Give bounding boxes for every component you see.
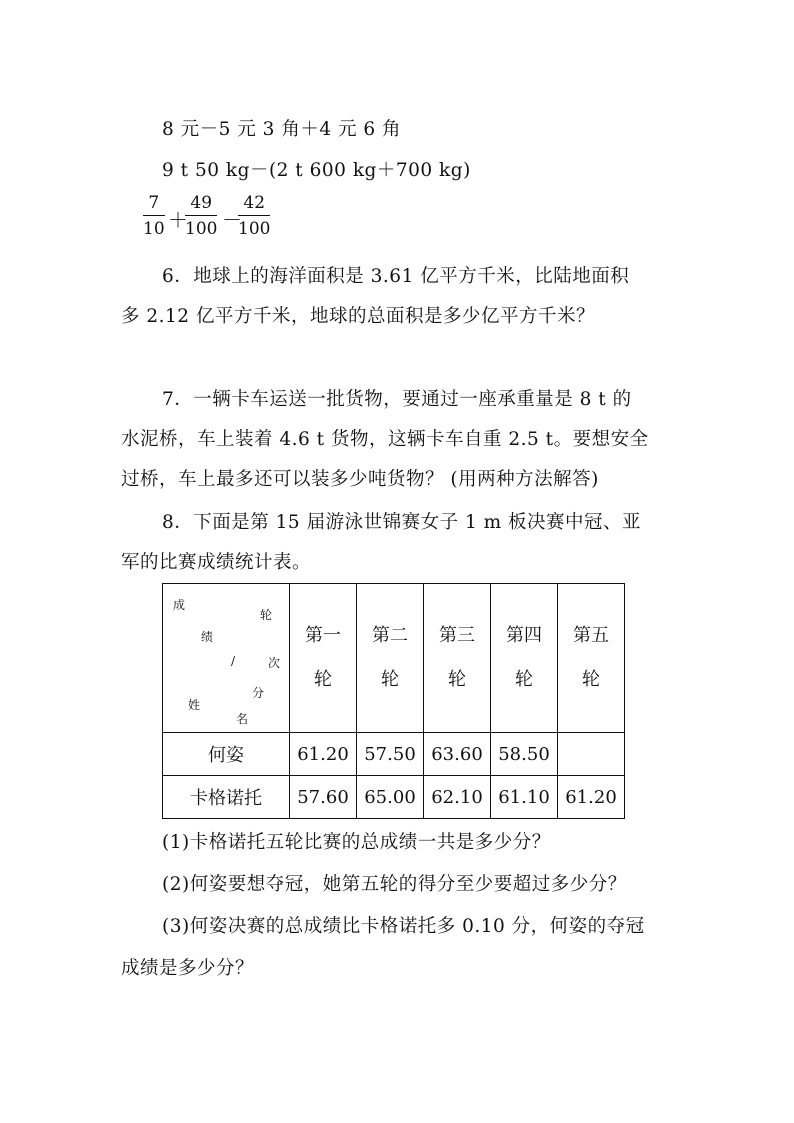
expression-line-2: 9 t 50 kg－(2 t 600 kg＋700 kg)	[162, 160, 471, 181]
score-cell: 58.50	[491, 733, 558, 776]
plus-operator: ＋	[168, 208, 188, 232]
fraction-2-bar	[185, 215, 217, 216]
header-round-4: 第四 轮	[491, 584, 558, 733]
corner-label: /	[231, 654, 236, 668]
corner-label: 绩	[201, 630, 214, 644]
corner-label: 轮	[260, 608, 273, 622]
question-8-line-2: 军的比赛成绩统计表。	[121, 552, 312, 573]
minus-operator: －	[222, 208, 242, 232]
question-7-line-1: 7．一辆卡车运送一批货物，要通过一座承重量是 8 t 的	[162, 389, 632, 410]
score-cell: 63.60	[424, 733, 491, 776]
question-8-line-1: 8．下面是第 15 届游泳世锦赛女子 1 m 板决赛中冠、亚	[162, 512, 642, 533]
table-row	[163, 776, 625, 819]
fraction-1-numerator: 7	[148, 193, 160, 213]
fraction-3-bar	[238, 215, 270, 216]
question-6-line-2: 多 2.12 亿平方千米，地球的总面积是多少亿平方千米？	[121, 306, 595, 327]
score-cell: 65.00	[357, 776, 424, 819]
table-corner-cell	[163, 584, 290, 733]
question-7-line-3: 过桥，车上最多还可以装多少吨货物？ (用两种方法解答)	[121, 469, 599, 490]
athlete-name: 卡格诺托	[163, 776, 290, 819]
score-cell: 57.50	[357, 733, 424, 776]
fraction-1-bar	[143, 215, 165, 216]
fraction-1	[143, 193, 165, 239]
header-round-5: 第五 轮	[558, 584, 625, 733]
header-round-3: 第三 轮	[424, 584, 491, 733]
score-cell: 62.10	[424, 776, 491, 819]
fraction-1-denominator: 10	[143, 219, 165, 239]
question-6-line-1: 6．地球上的海洋面积是 3.61 亿平方千米，比陆地面积	[162, 266, 630, 287]
header-round-1: 第一 轮	[290, 584, 357, 733]
score-cell: 57.60	[290, 776, 357, 819]
question-7-line-2: 水泥桥，车上装着 4.6 t 货物，这辆卡车自重 2.5 t。要想安全	[121, 429, 649, 450]
score-cell	[558, 733, 625, 776]
fraction-3-numerator: 42	[243, 193, 266, 213]
corner-label: 姓	[188, 698, 201, 712]
fraction-3	[238, 193, 270, 239]
header-round-2: 第二 轮	[357, 584, 424, 733]
sub-question-3-line-2: 成绩是多少分？	[121, 958, 255, 979]
score-cell: 61.20	[558, 776, 625, 819]
table-header-row	[163, 584, 625, 733]
sub-question-1: (1)卡格诺托五轮比赛的总成绩一共是多少分？	[162, 832, 551, 853]
fraction-2-denominator: 100	[185, 219, 218, 239]
expression-line-1: 8 元－5 元 3 角＋4 元 6 角	[162, 119, 402, 140]
fraction-3-denominator: 100	[238, 219, 271, 239]
corner-label: 名	[236, 712, 249, 726]
sub-question-3-line-1: (3)何姿决赛的总成绩比卡格诺托多 0.10 分，何姿的夺冠	[162, 916, 645, 937]
fraction-2	[185, 193, 217, 239]
corner-label: 分	[252, 686, 265, 700]
fraction-2-numerator: 49	[190, 193, 213, 213]
score-table	[162, 583, 625, 819]
score-cell: 61.20	[290, 733, 357, 776]
corner-label: 成	[173, 598, 186, 612]
sub-question-2: (2)何姿要想夺冠，她第五轮的得分至少要超过多少分？	[162, 874, 627, 895]
score-cell: 61.10	[491, 776, 558, 819]
table-row	[163, 733, 625, 776]
corner-label: 次	[268, 656, 281, 670]
athlete-name: 何姿	[163, 733, 290, 776]
